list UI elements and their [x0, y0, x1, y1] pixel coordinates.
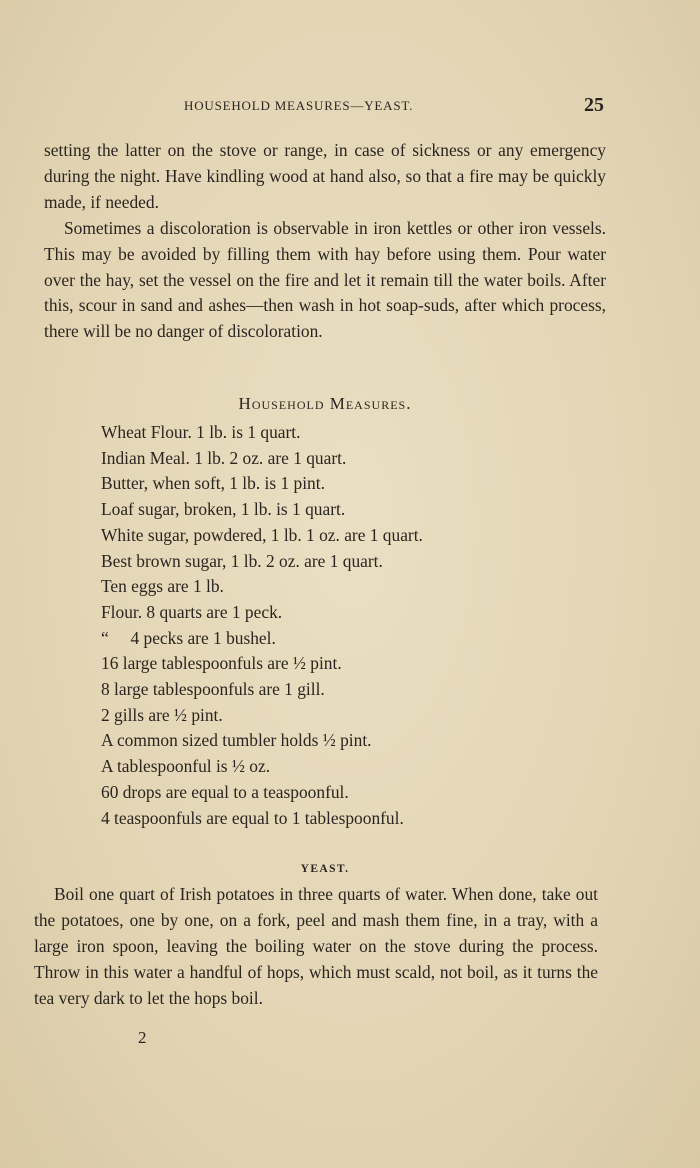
measure-item: 8 large tablespoonfuls are 1 gill.	[101, 679, 325, 700]
running-title: HOUSEHOLD MEASURES—YEAST.	[184, 98, 414, 113]
signature-mark: 2	[138, 1028, 147, 1047]
intro-paragraph-discoloration: Sometimes a discoloration is observable in iron kettles or other iron vessels. This may be avoided by filling them with hay before using them. Pour water over the hay, set the vessel on the fire and let it remain till the water boils. After this, scour in sand and ashes—then wash in hot soap-suds, after which process, there will be no danger of discoloration.	[44, 217, 606, 342]
measure-item: Indian Meal. 1 lb. 2 oz. are 1 quart.	[101, 447, 347, 468]
measure-item: Flour. 8 quarts are 1 peck.	[101, 601, 283, 622]
intro-text	[44, 138, 606, 345]
yeast-heading-text: YEAST.	[300, 863, 350, 875]
measure-item: Butter, when soft, 1 lb. is 1 pint.	[101, 473, 325, 494]
measure-item: 2 gills are ½ pint.	[101, 704, 223, 725]
measures-heading-text: Household Measures.	[238, 394, 412, 413]
measure-item: 16 large tablespoonfuls are ½ pint.	[101, 653, 342, 674]
measure-item: “ 4 pecks are 1 bushel.	[101, 627, 276, 648]
measure-item: 4 teaspoonfuls are equal to 1 tablespoonful.	[101, 807, 404, 828]
measures-list	[101, 420, 601, 831]
yeast-heading	[44, 860, 606, 877]
measure-item: 60 drops are equal to a teaspoonful.	[101, 781, 349, 802]
intro-paragraph-continued: setting the latter on the stove or range, in case of sickness or any emergency during the night. Have kindling wood at hand also, so that a fire may be quickly made, if needed.	[44, 140, 606, 212]
measures-heading	[44, 394, 606, 414]
measure-item: A common sized tumbler holds ½ pint.	[101, 730, 372, 751]
yeast-text	[34, 882, 598, 1012]
page-number: 25	[584, 94, 604, 116]
yeast-paragraph: Boil one quart of Irish potatoes in three quarts of water. When done, take out the potatoes, one by one, on a fork, peel and mash them fine, in a tray, with a large iron spoon, leaving the boiling water on the stove during the process. Throw in this water a handful of hops, which must scald, not boil, as it turns the tea very dark to let the hops boil.	[34, 884, 598, 1008]
running-head	[44, 96, 604, 118]
measure-item: Ten eggs are 1 lb.	[101, 576, 224, 597]
measure-item: White sugar, powdered, 1 lb. 1 oz. are 1 quart.	[101, 524, 423, 545]
measure-item: Best brown sugar, 1 lb. 2 oz. are 1 quart.	[101, 550, 383, 571]
measure-item: Loaf sugar, broken, 1 lb. is 1 quart.	[101, 499, 346, 520]
measure-item: Wheat Flour. 1 lb. is 1 quart.	[101, 422, 301, 442]
measure-item: A tablespoonful is ½ oz.	[101, 756, 271, 777]
